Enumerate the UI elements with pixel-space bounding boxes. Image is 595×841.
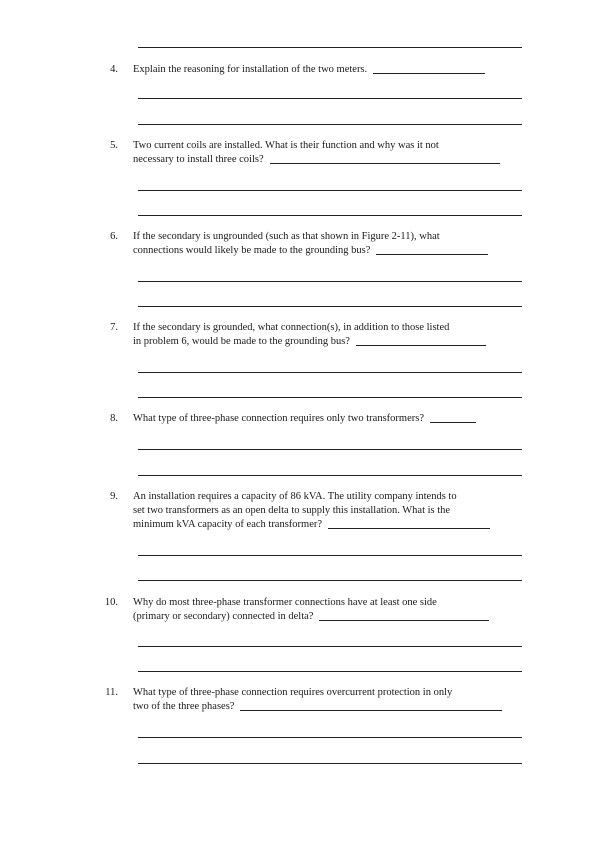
question-number: 11. [105, 687, 118, 698]
answer-line [138, 281, 522, 282]
answer-line [138, 98, 522, 99]
answer-line [138, 215, 522, 216]
answer-line [138, 763, 522, 764]
question-text-line: in problem 6, would be made to the grounding bus? [133, 336, 350, 348]
answer-blank [373, 73, 485, 74]
answer-line [138, 671, 522, 672]
answer-line [138, 646, 522, 647]
answer-blank [319, 620, 489, 621]
answer-line [138, 449, 522, 450]
question-text-line: What type of three-phase connection requires overcurrent protection in only [133, 687, 453, 698]
question-text [133, 596, 523, 624]
answer-blank [356, 345, 486, 346]
question-text [133, 321, 523, 349]
answer-blank [376, 254, 488, 255]
question-text [133, 139, 523, 167]
answer-line [138, 190, 522, 191]
question-text [133, 490, 523, 533]
question-text-line: necessary to install three coils? [133, 154, 264, 166]
question-text-line: two of the three phases? [133, 701, 235, 713]
answer-blank [328, 528, 490, 529]
question-text-line: connections would likely be made to the grounding bus? [133, 245, 371, 257]
question-text-line: minimum kVA capacity of each transformer? [133, 519, 323, 531]
question-text-line: Why do most three-phase transformer connections have at least one side [133, 597, 437, 608]
answer-blank [240, 710, 502, 711]
question-text [133, 63, 523, 77]
answer-line [138, 475, 522, 476]
question-number: 7. [110, 322, 118, 333]
question-number: 8. [110, 413, 118, 424]
answer-line [138, 737, 522, 738]
question-text-line: What type of three-phase connection requires only two transformers? [133, 413, 424, 424]
question-number: 10. [104, 597, 118, 608]
answer-line [138, 397, 522, 398]
answer-line [138, 372, 522, 373]
answer-blank [430, 422, 476, 423]
question-text [133, 230, 523, 258]
question-text-line: If the secondary is grounded, what connection(s), in addition to those listed [133, 322, 450, 333]
question-text-line: set two transformers as an open delta to supply this installation. What is the [133, 505, 451, 517]
question-text [133, 686, 523, 714]
question-number: 4. [110, 64, 118, 75]
answer-line [138, 47, 522, 48]
question-text-line: (primary or secondary) connected in delta? [133, 611, 314, 623]
question-number: 6. [110, 231, 118, 242]
answer-line [138, 555, 522, 556]
question-number: 9. [110, 491, 118, 502]
question-number: 5. [110, 140, 118, 151]
question-text-line: Two current coils are installed. What is their function and why was it not [133, 140, 439, 151]
question-text-line: If the secondary is ungrounded (such as that shown in Figure 2-11), what [133, 231, 440, 242]
answer-line [138, 306, 522, 307]
answer-blank [270, 163, 500, 164]
question-text [133, 412, 523, 426]
question-text-line: An installation requires a capacity of 86 kVA. The utility company intends to [133, 491, 457, 502]
question-text-line: Explain the reasoning for installation of the two meters. [133, 64, 368, 75]
answer-line [138, 124, 522, 125]
answer-line [138, 580, 522, 581]
